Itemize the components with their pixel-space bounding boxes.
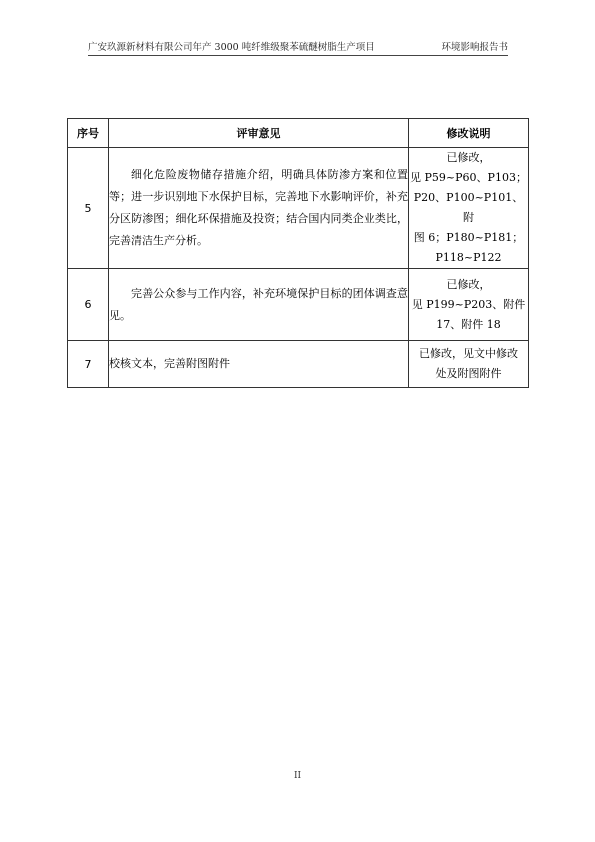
opinion-text: 细化危险废物储存措施介绍，明确具体防渗方案和位置等；进一步识别地下水保护目标，完善地下水影响评价，补充分区防渗图；细化环保措施及投资；结合国内同类企业类比，完善清洁生产分析。	[109, 168, 408, 247]
row-opinion	[109, 341, 409, 388]
column-header-opinion: 评审意见	[109, 119, 409, 148]
opinion-text: 校核文本，完善附图附件	[109, 357, 230, 370]
review-comments-table	[67, 118, 529, 388]
note-line: P118~P122	[435, 251, 502, 264]
row-note	[409, 269, 529, 341]
note-line: 17、附件 18	[436, 317, 501, 331]
note-line: 处及附图附件	[435, 367, 502, 380]
page-number: II	[293, 771, 302, 781]
row-opinion	[109, 148, 409, 269]
note-line: 已修改，见文中修改	[419, 347, 518, 360]
column-header-note: 修改说明	[409, 119, 529, 148]
row-number: 6	[68, 269, 109, 341]
header-project-title: 广安玖源新材料有限公司年产 3000 吨纤维级聚苯硫醚树脂生产项目	[88, 42, 375, 53]
note-line: 已修改，	[446, 277, 491, 291]
row-number: 5	[68, 148, 109, 269]
note-line: 见 P59~P60、P103；	[410, 171, 527, 184]
column-header-number: 序号	[68, 119, 109, 148]
header-document-type: 环境影响报告书	[441, 42, 508, 53]
table-row	[68, 341, 529, 388]
note-line: P20、P100~P101、附	[413, 191, 524, 224]
table-header-row	[68, 119, 529, 148]
row-opinion	[109, 269, 409, 341]
note-line: 见 P199~P203、附件	[411, 297, 526, 311]
opinion-text: 完善公众参与工作内容，补充环境保护目标的团体调查意见。	[109, 286, 408, 322]
row-note	[409, 148, 529, 269]
table-row	[68, 148, 529, 269]
header-rule	[88, 55, 508, 56]
row-note	[409, 341, 529, 388]
row-number: 7	[68, 341, 109, 388]
note-line: 图 6；P180~P181；	[413, 231, 524, 244]
note-line: 已修改，	[446, 151, 491, 164]
table-row	[68, 269, 529, 341]
